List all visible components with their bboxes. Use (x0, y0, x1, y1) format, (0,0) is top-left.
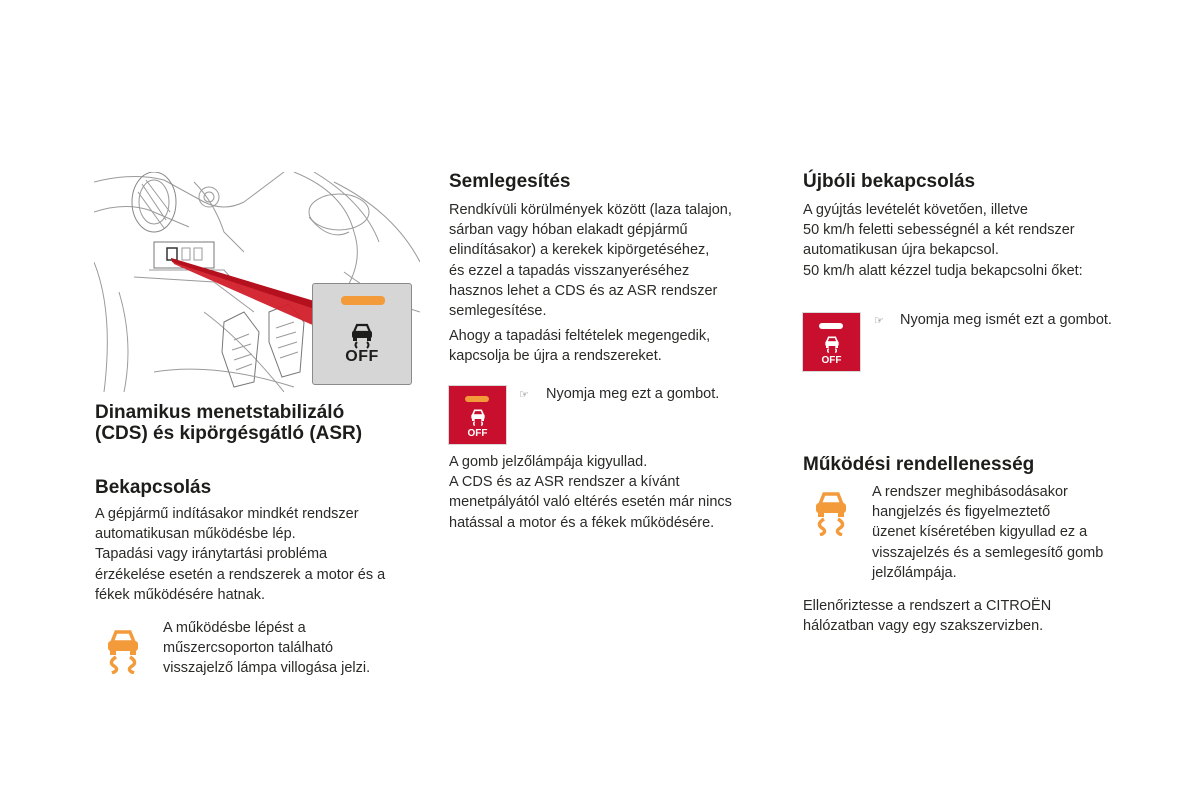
lamp-note: A működésbe lépést a műszercsoporton található visszajelző lámpa villogása jelzi. (163, 620, 371, 677)
pointer-bullet-icon: ☞ (874, 315, 884, 327)
section-title-malfunction: Működési rendellenesség (803, 454, 1035, 475)
button-off-label: OFF (467, 428, 488, 439)
service-advice: Ellenőriztesse a rendszert a CITROËN hálózatban vagy egy szakszervizben. (803, 598, 1052, 635)
neutralize-result: A gomb jelzőlámpája kigyullad. A CDS és az ASR rendszer a kívánt menetpályától való eltérés esetén már nincs hatással a motor és a fékek működésére. (449, 454, 732, 531)
neutralize-body: Rendkívüli körülmények között (laza talajon, sárban vagy hóban elakadt gépjármű elindításakor) a kerekek kipörgetéséhez, és ezzel a tapadás visszanyeréséhez hasznos lehet a CDS és az ASR rendszer semlegesítése. (449, 202, 732, 320)
esp-warning-lamp-icon (100, 626, 146, 674)
button-indicator-lamp (341, 296, 385, 305)
skid-car-icon (822, 334, 842, 354)
traction-off-button[interactable] (448, 385, 507, 445)
neutralize-reactivate: Ahogy a tapadási feltételek megengedik, kapcsolja be újra a rendszereket. (449, 328, 711, 365)
press-button-instruction: Nyomja meg ezt a gombot. (546, 386, 720, 402)
traction-off-button-reactivate[interactable] (802, 312, 861, 372)
skid-car-icon (347, 320, 377, 350)
skid-car-icon (468, 407, 488, 427)
main-title: Dinamikus menetstabilizáló (CDS) és kipörgésgátló (ASR) (95, 402, 363, 444)
malfunction-note: A rendszer meghibásodásakor hangjelzés és figyelmeztető üzenet kíséretében kigyullad ez a visszajelzés és a semlegesítő gomb jelzőlámpája. (872, 484, 1104, 581)
reactivation-body: A gyújtás levételét követően, illetve 50 km/h feletti sebességnél a két rendszer automatikusan újra bekapcsol. 50 km/h alatt kézzel tudja bekapcsolni őket: (803, 202, 1083, 279)
button-indicator-lamp (465, 396, 489, 402)
button-off-label: OFF (821, 355, 842, 366)
pointer-bullet-icon: ☞ (519, 389, 529, 401)
activation-body: A gépjármű indításakor mindkét rendszer automatikusan működésbe lép. Tapadási vagy iránytartási probléma érzékelése esetén a rendszerek a motor és a fékek működésére hatnak. (95, 506, 386, 603)
esp-warning-lamp-icon (808, 488, 854, 536)
traction-off-button-zoom (312, 283, 412, 385)
button-off-label: OFF (345, 348, 379, 365)
press-button-again-instruction: Nyomja meg ismét ezt a gombot. (900, 312, 1112, 328)
section-title-reactivation: Újbóli bekapcsolás (803, 171, 976, 192)
section-title-activation: Bekapcsolás (95, 477, 212, 498)
button-indicator-lamp (819, 323, 843, 329)
section-title-neutralize: Semlegesítés (449, 171, 571, 192)
